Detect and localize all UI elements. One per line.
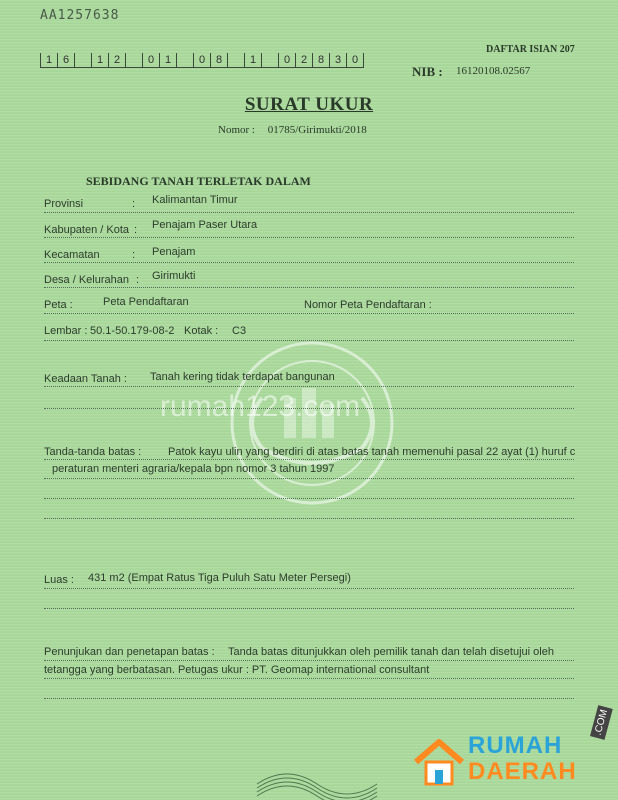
identifier-box: 8 xyxy=(312,53,329,68)
site-watermark: rumah123.com xyxy=(160,390,361,423)
identifier-box: 2 xyxy=(108,53,125,68)
provinsi-label: Provinsi xyxy=(44,198,84,210)
dotted-rule xyxy=(44,287,574,288)
kecamatan-label: Kecamatan xyxy=(44,249,100,261)
nib-label: NIB : xyxy=(412,64,443,79)
identifier-box: 1 xyxy=(40,53,57,68)
identifier-box: 1 xyxy=(159,53,176,68)
dotted-rule xyxy=(44,212,574,213)
kabupaten-value: Penajam Paser Utara xyxy=(152,219,258,231)
luas-value: 431 m2 (Empat Ratus Tiga Puluh Satu Meter Persegi) xyxy=(88,572,351,584)
identifier-box xyxy=(125,53,142,68)
nomor-label: Nomor : xyxy=(218,124,255,136)
identifier-box: 1 xyxy=(91,53,108,68)
lembar-value: 50.1-50.179-08-2 xyxy=(90,325,175,337)
identifier-box xyxy=(74,53,91,68)
identifier-box xyxy=(227,53,244,68)
dotted-rule xyxy=(44,386,574,387)
identifier-boxes xyxy=(40,53,364,68)
serial-number: AA1257638 xyxy=(40,8,120,23)
identifier-box: 0 xyxy=(278,53,295,68)
location-heading: SEBIDANG TANAH TERLETAK DALAM xyxy=(86,174,311,188)
dotted-rule xyxy=(44,678,574,679)
document-title: SURAT UKUR xyxy=(244,94,374,115)
lembar-label: Lembar : xyxy=(44,325,88,337)
colon: : xyxy=(132,198,136,210)
dotted-rule xyxy=(44,237,574,238)
colon: : xyxy=(132,249,136,261)
dotted-rule xyxy=(44,408,574,409)
identifier-box: 3 xyxy=(329,53,346,68)
colon: : xyxy=(136,274,140,286)
peta-value: Peta Pendaftaran xyxy=(103,296,189,308)
identifier-box xyxy=(176,53,193,68)
kecamatan-value: Penajam xyxy=(152,246,196,258)
identifier-box: 6 xyxy=(57,53,74,68)
guilloche-ornament xyxy=(252,762,382,800)
nomor-peta-label: Nomor Peta Pendaftaran : xyxy=(304,299,432,311)
dotted-rule xyxy=(44,313,574,314)
dotted-rule xyxy=(44,262,574,263)
luas-label: Luas : xyxy=(44,574,74,586)
dotted-rule xyxy=(44,478,574,479)
dotted-rule xyxy=(44,498,574,499)
dotted-rule xyxy=(44,698,574,699)
kotak-label: Kotak : xyxy=(184,325,219,337)
identifier-box: 1 xyxy=(244,53,261,68)
penunjukan-line-2: tetangga yang berbatasan. Petugas ukur : PT. Geomap international consultant xyxy=(44,664,430,676)
logo-word-top: RUMAH xyxy=(468,732,563,759)
nomor-value: 01785/Girimukti/2018 xyxy=(267,124,367,136)
batas-line-1: Patok kayu ulin yang berdiri di atas batas tanah memenuhi pasal 22 ayat (1) huruf c xyxy=(168,446,576,458)
logo-suffix: .COM xyxy=(590,705,613,740)
identifier-box: 8 xyxy=(210,53,227,68)
house-logo-icon xyxy=(412,736,466,788)
identifier-box: 2 xyxy=(295,53,312,68)
dotted-rule xyxy=(44,660,574,661)
identifier-box: 0 xyxy=(193,53,210,68)
provinsi-value: Kalimantan Timur xyxy=(152,194,238,206)
nomor-row xyxy=(218,124,367,136)
identifier-box: 0 xyxy=(142,53,159,68)
penunjukan-label: Penunjukan dan penetapan batas : xyxy=(44,646,215,658)
dotted-rule xyxy=(44,588,574,589)
dotted-rule xyxy=(44,608,574,609)
peta-label: Peta : xyxy=(44,299,73,311)
colon: : xyxy=(134,224,138,236)
keadaan-label: Keadaan Tanah : xyxy=(44,373,127,385)
keadaan-value: Tanah kering tidak terdapat bangunan xyxy=(150,371,335,383)
nib-value: 16120108.02567 xyxy=(456,65,531,77)
logo-word-bottom: DAERAH xyxy=(468,758,577,785)
dotted-rule xyxy=(44,518,574,519)
identifier-box xyxy=(261,53,278,68)
form-code: DAFTAR ISIAN 207 xyxy=(486,44,575,55)
desa-value: Girimukti xyxy=(152,270,196,282)
dotted-rule xyxy=(44,459,574,460)
identifier-box: 0 xyxy=(346,53,364,68)
kotak-value: C3 xyxy=(232,325,247,337)
kabupaten-label: Kabupaten / Kota xyxy=(44,224,130,236)
batas-label: Tanda-tanda batas : xyxy=(44,446,142,458)
penunjukan-line-1: Tanda batas ditunjukkan oleh pemilik tanah dan telah disetujui oleh xyxy=(228,646,554,658)
batas-line-2: peraturan menteri agraria/kepala bpn nomor 3 tahun 1997 xyxy=(52,463,335,475)
desa-label: Desa / Kelurahan xyxy=(44,274,129,286)
